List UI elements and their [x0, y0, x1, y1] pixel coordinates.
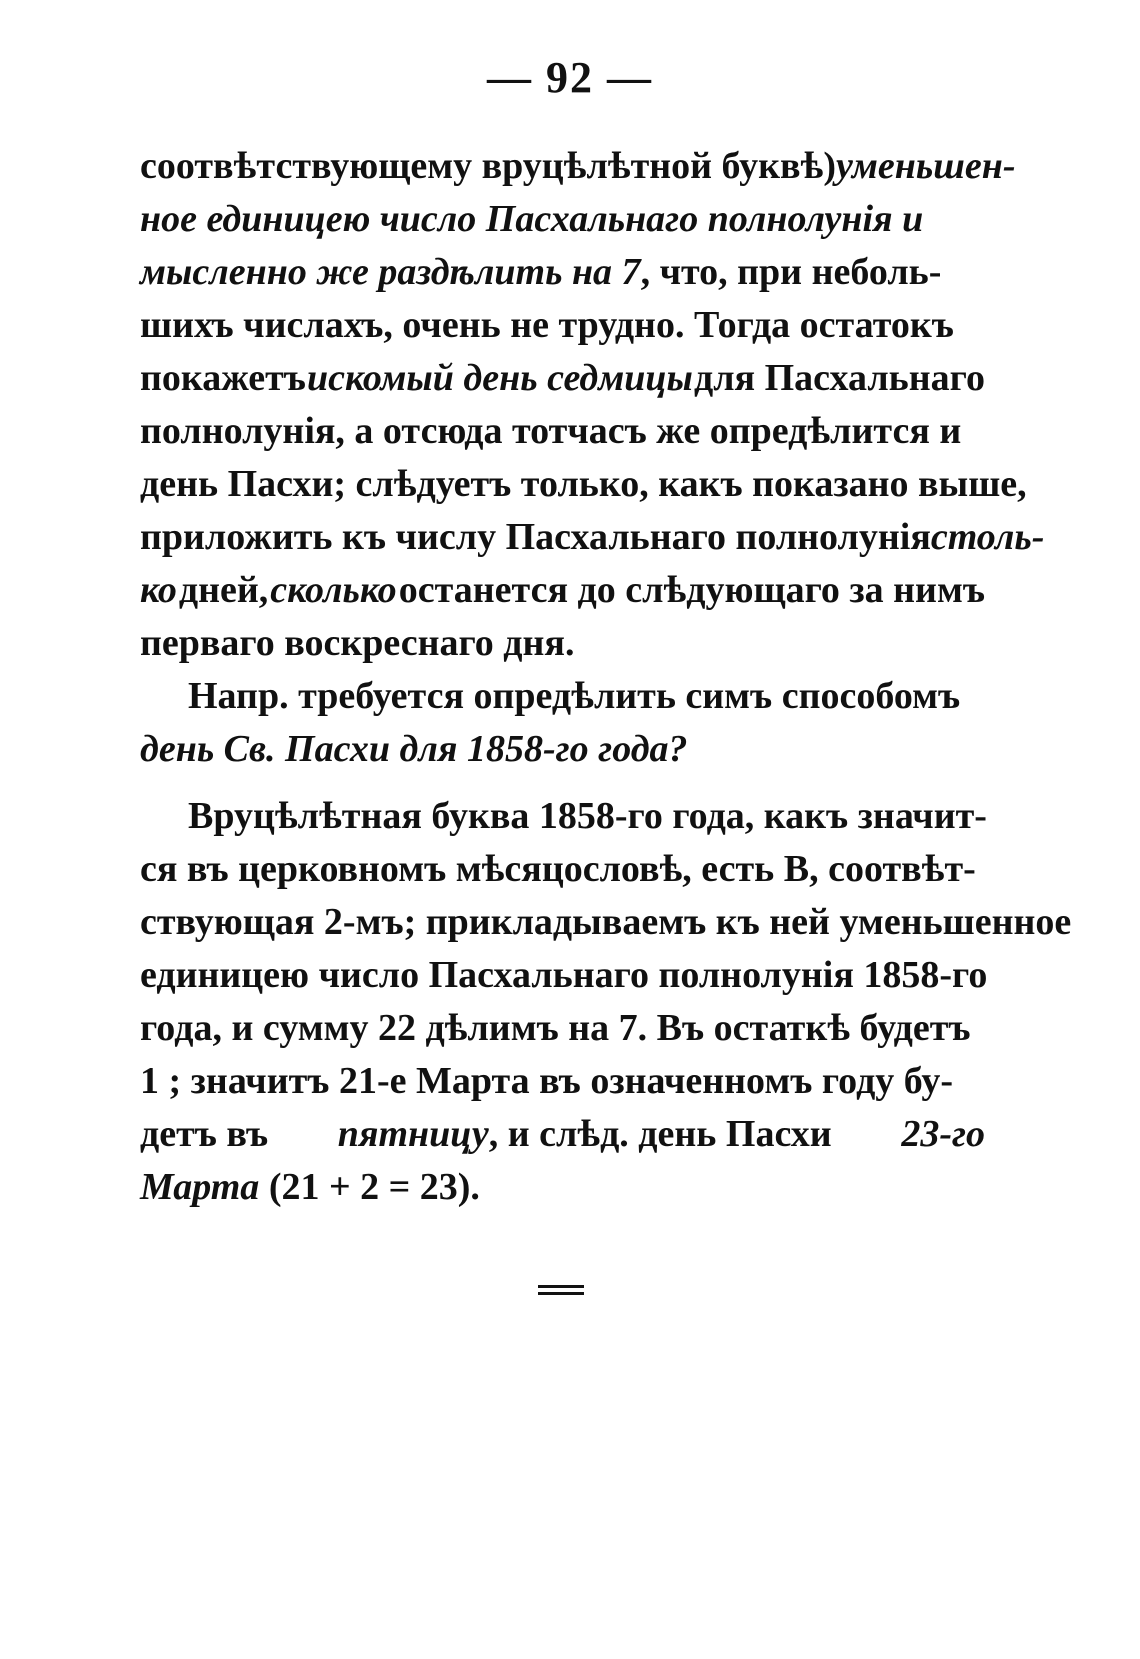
- text-line: [140, 1108, 985, 1161]
- text-run: Напр. требуется опредѣлить симъ способомъ: [188, 675, 961, 717]
- italic-run: искомый день седмицы: [307, 357, 693, 399]
- page-number: — 92 —: [487, 53, 653, 102]
- text-run: Вруцѣлѣтная буква 1858-го года, какъ значит-: [188, 795, 987, 837]
- text-run: соотвѣтствующему вруцѣлѣтной буквѣ): [140, 145, 836, 187]
- text-run: день Пасхи; слѣдуетъ только, какъ показано выше,: [140, 463, 1027, 505]
- text-line: [140, 1161, 985, 1214]
- text-run: ствующая 2-мъ; прикладываемъ къ ней уменьшенное: [140, 901, 1072, 943]
- text-line: [140, 790, 985, 843]
- text-run: для Пасхальнаго: [694, 357, 985, 399]
- italic-run: 23-го: [901, 1113, 985, 1155]
- italic-run: пятницу: [337, 1113, 489, 1155]
- text-run: ся въ церковномъ мѣсяцословѣ, есть В, соотвѣт-: [140, 848, 976, 890]
- text-run: 1 ; значитъ 21-е Марта въ означенномъ году бу-: [140, 1060, 954, 1102]
- text-run: , и слѣд. день Пасхи: [488, 1113, 832, 1155]
- text-line: [140, 405, 985, 458]
- text-run: дней,: [178, 569, 269, 611]
- text-line: [140, 299, 985, 352]
- text-run: покажетъ: [140, 357, 306, 399]
- text-line: [140, 352, 985, 405]
- text-line: [140, 843, 985, 896]
- text-line: [140, 723, 985, 776]
- italic-run: столь-: [930, 516, 1045, 558]
- text-line: [140, 246, 985, 299]
- text-line: [140, 1002, 985, 1055]
- text-run: года, и сумму 22 дѣлимъ на 7. Въ остаткѣ будетъ: [140, 1007, 971, 1049]
- text-line: [140, 617, 985, 670]
- text-run: (21 + 2 = 23).: [259, 1166, 480, 1208]
- text-run: полнолунія, а отсюда тотчасъ же опредѣлится и: [140, 410, 962, 452]
- text-run: , что, при неболь-: [640, 251, 942, 293]
- body-text: [140, 140, 1072, 1214]
- text-line: [140, 949, 988, 1002]
- text-line: [140, 1055, 985, 1108]
- text-line: [140, 458, 1027, 511]
- text-run: детъ въ: [140, 1113, 269, 1155]
- text-run: единицею число Пасхальнаго полнолунія 1858-го: [140, 954, 988, 996]
- italic-run: уменьшен-: [835, 145, 1016, 187]
- text-line: [140, 896, 1072, 949]
- text-run: перваго воскреснаго дня.: [140, 622, 575, 664]
- text-run: останется до слѣдующаго за нимъ: [398, 569, 985, 611]
- text-line: [140, 564, 985, 617]
- end-ornament: [538, 1285, 584, 1299]
- paragraph-gap: [140, 776, 985, 790]
- text-run: приложить къ числу Пасхальнаго полнолунія: [140, 516, 931, 558]
- text-run: шихъ числахъ, очень не трудно. Тогда остатокъ: [140, 304, 954, 346]
- text-line: [140, 670, 985, 723]
- text-line: [140, 511, 1045, 564]
- italic-run: сколько: [270, 569, 397, 611]
- italic-run: день Св. Пасхи для 1858-го года?: [140, 728, 688, 770]
- italic-run: мысленно же раздѣлить на 7: [140, 251, 641, 293]
- text-line: [140, 140, 1016, 193]
- italic-run: ко: [140, 569, 177, 611]
- italic-run: Марта: [140, 1166, 260, 1208]
- italic-run: ное единицею число Пасхальнаго полнолунія и: [140, 198, 924, 240]
- text-line: [140, 193, 985, 246]
